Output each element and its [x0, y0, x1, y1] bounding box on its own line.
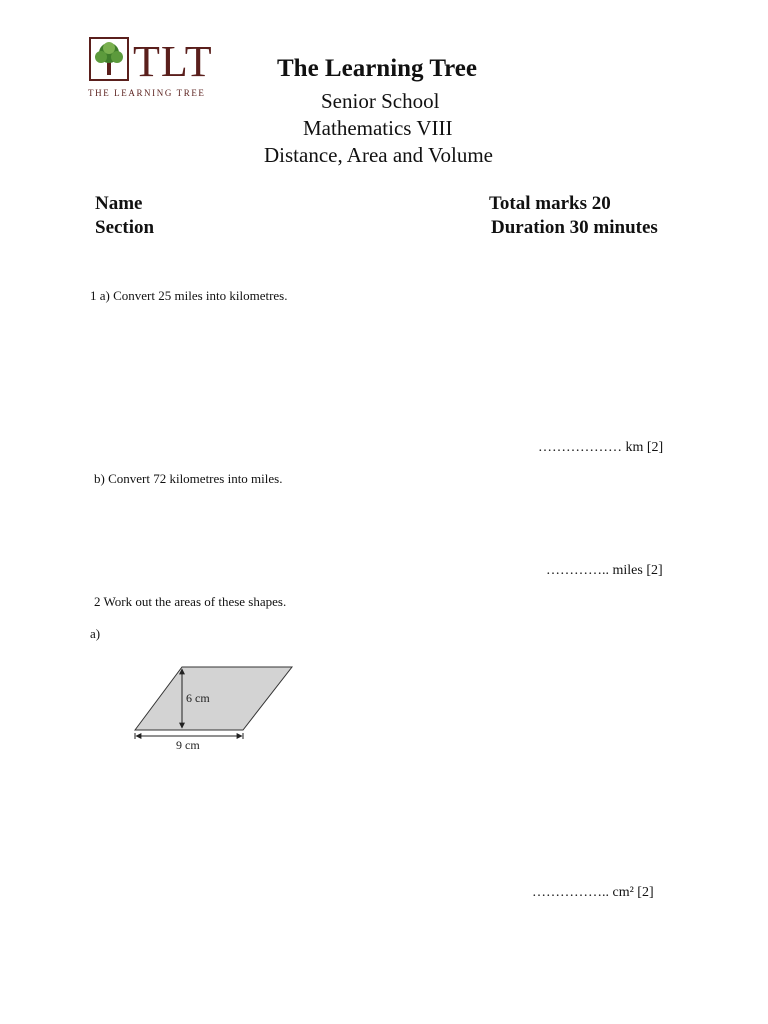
topic-title: Distance, Area and Volume	[264, 143, 494, 167]
parallelogram-figure	[120, 655, 310, 755]
question-1a: 1 a) Convert 25 miles into kilometres.	[90, 288, 288, 303]
name-label: Name	[95, 193, 143, 214]
answer-line-1b: ………….. miles [2]	[546, 563, 663, 578]
duration: Duration 30 minutes	[491, 217, 658, 238]
school-name: Senior School	[321, 89, 440, 113]
parallelogram-shape	[135, 667, 292, 730]
logo-subtext: THE LEARNING TREE	[88, 88, 206, 98]
section-label: Section	[95, 217, 155, 238]
answer-line-2a: …………….. cm² [2]	[532, 885, 654, 900]
total-marks: Total marks 20	[489, 193, 611, 214]
logo-letters: TLT	[133, 37, 213, 86]
answer-line-1a: ……………… km [2]	[538, 440, 664, 455]
subject-title: Mathematics VIII	[303, 116, 453, 140]
document-title: The Learning Tree	[277, 55, 477, 82]
logo-frame	[89, 37, 129, 81]
tree-icon	[91, 39, 127, 79]
base-label: 9 cm	[176, 738, 200, 752]
height-label: 6 cm	[186, 691, 210, 705]
question-2a-label: a)	[90, 626, 101, 641]
question-2: 2 Work out the areas of these shapes.	[94, 594, 287, 609]
tlt-logo	[87, 36, 219, 100]
question-1b: b) Convert 72 kilometres into miles.	[94, 471, 283, 486]
